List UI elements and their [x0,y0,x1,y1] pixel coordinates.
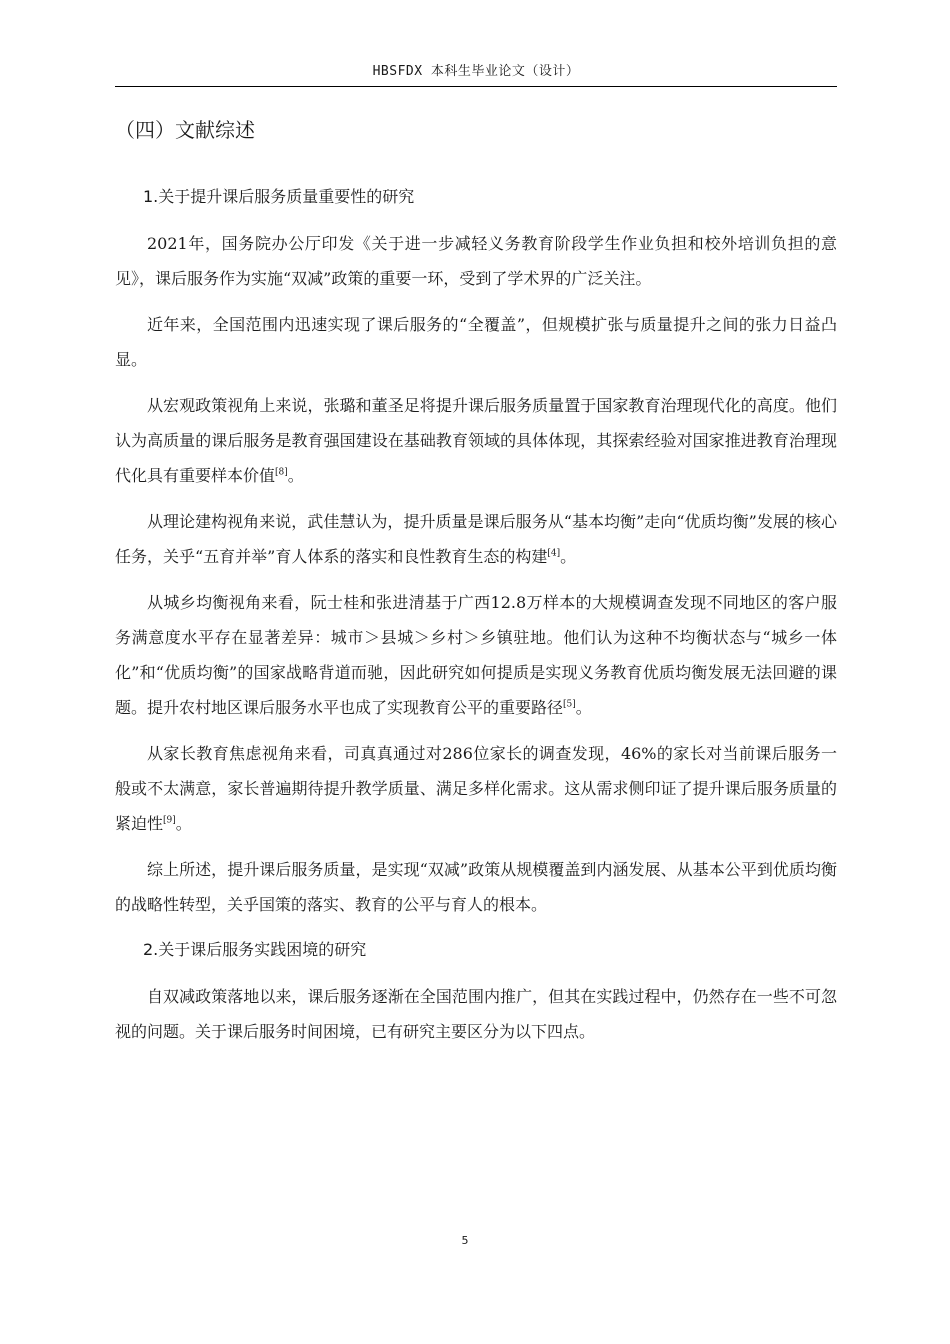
citation-ref: [9] [163,815,176,826]
paragraph: 综上所述，提升课后服务质量，是实现“双减”政策从规模覆盖到内涵发展、从基本公平到优质均衡的战略性转型，关乎国策的落实、教育的公平与育人的根本。 [115,860,837,914]
citation-ref: [8] [275,467,288,478]
running-header: HBSFDX 本科生毕业论文（设计） [115,60,837,87]
paragraph [115,736,837,841]
paragraph-end: 。 [175,814,192,833]
page-number: 5 [461,1234,469,1247]
paragraph [115,388,837,493]
paragraph [115,585,837,725]
subsection-heading-2: 2.关于课后服务实践困境的研究 [143,940,367,959]
paragraph [115,504,837,574]
paragraph: 自双减政策落地以来，课后服务逐渐在全国范围内推广，但其在实践过程中，仍然存在一些不可忽视的问题。关于课后服务时间困境，已有研究主要区分为以下四点。 [115,987,837,1041]
paragraph-end: 。 [560,547,577,566]
paragraph-text: 从理论建构视角来说，武佳慧认为，提升质量是课后服务从“基本均衡”走向“优质均衡”发展的核心任务，关乎“五育并举”育人体系的落实和良性教育生态的构建 [115,512,837,566]
paragraph-text: 从宏观政策视角上来说，张璐和董圣足将提升课后服务质量置于国家教育治理现代化的高度。他们认为高质量的课后服务是教育强国建设在基础教育领域的具体体现，其探索经验对国家推进教育治理现代化具有重要样本价值 [115,396,837,485]
paragraph: 2021年，国务院办公厅印发《关于进一步减轻义务教育阶段学生作业负担和校外培训负担的意见》，课后服务作为实施“双减”政策的重要一环，受到了学术界的广泛关注。 [115,234,837,288]
paragraph-end: 。 [575,698,592,717]
paragraph-end: 。 [287,466,304,485]
citation-ref: [5] [563,699,576,710]
citation-ref: [4] [547,548,561,559]
section-title: （四）文献综述 [115,118,255,142]
subsection-heading-1: 1.关于提升课后服务质量重要性的研究 [143,187,415,206]
paragraph: 近年来，全国范围内迅速实现了课后服务的“全覆盖”，但规模扩张与质量提升之间的张力日益凸显。 [115,315,837,369]
page-body [115,112,837,1060]
paragraph-text: 从家长教育焦虑视角来看，司真真通过对286位家长的调查发现，46%的家长对当前课后服务一般或不太满意，家长普遍期待提升教学质量、满足多样化需求。这从需求侧印证了提升课后服务质量的紧迫性 [115,744,837,833]
paragraph-text: 从城乡均衡视角来看，阮士桂和张进清基于广西12.8万样本的大规模调查发现不同地区的客户服务满意度水平存在显著差异：城市＞县城＞乡村＞乡镇驻地。他们认为这种不均衡状态与“城乡一体化”和“优质均衡”的国家战略背道而驰，因此研究如何提质是实现义务教育优质均衡发展无法回避的课题。提升农村地区课后服务水平也成了实现教育公平的重要路径 [115,593,837,717]
